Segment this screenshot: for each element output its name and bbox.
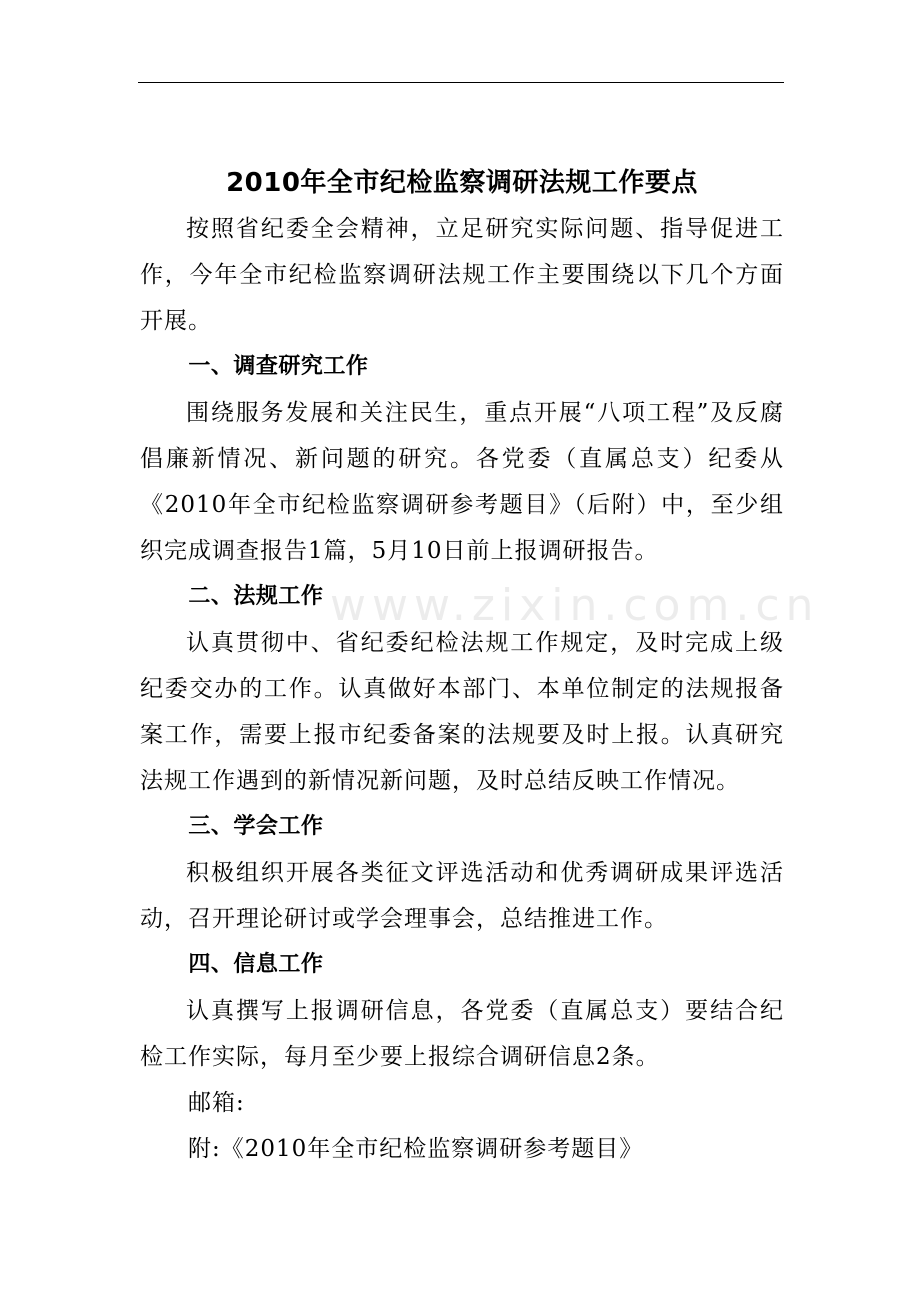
section-heading-research: 一、调查研究工作 <box>188 354 369 379</box>
section-body-society: 积极组织开展各类征文评选活动和优秀调研成果评选活动，召开理论研讨或学会理事会，总结推进工作。 <box>140 860 784 932</box>
header-rule <box>138 82 784 83</box>
section-heading-society: 三、学会工作 <box>188 814 324 839</box>
attachment-note: 附:《2010年全市纪检监察调研参考题目》 <box>188 1136 644 1162</box>
section-body-research: 围绕服务发展和关注民生，重点开展“八项工程”及反腐倡廉新情况、新问题的研究。各党委（直属总支）纪委从《2010年全市纪检监察调研参考题目》（后附）中，至少组织完成调查报告1篇，5月10日前上报调研报告。 <box>140 400 784 564</box>
section-heading-information: 四、信息工作 <box>188 952 324 977</box>
intro-paragraph: 按照省纪委全会精神，立足研究实际问题、指导促进工作，今年全市纪检监察调研法规工作主要围绕以下几个方面开展。 <box>140 216 784 334</box>
section-heading-regulations: 二、法规工作 <box>188 584 324 609</box>
section-body-regulations: 认真贯彻中、省纪委纪检法规工作规定，及时完成上级纪委交办的工作。认真做好本部门、本单位制定的法规报备案工作，需要上报市纪委备案的法规要及时上报。认真研究法规工作遇到的新情况新问题，及时总结反映工作情况。 <box>140 630 784 794</box>
document-title: 2010年全市纪检监察调研法规工作要点 <box>226 168 698 198</box>
watermark: www.zixin.com.cn <box>330 580 820 631</box>
section-body-information: 认真撰写上报调研信息，各党委（直属总支）要结合纪检工作实际，每月至少要上报综合调研信息2条。 <box>140 998 784 1070</box>
document-body <box>140 160 784 1172</box>
mailbox-label: 邮箱: <box>188 1090 245 1116</box>
